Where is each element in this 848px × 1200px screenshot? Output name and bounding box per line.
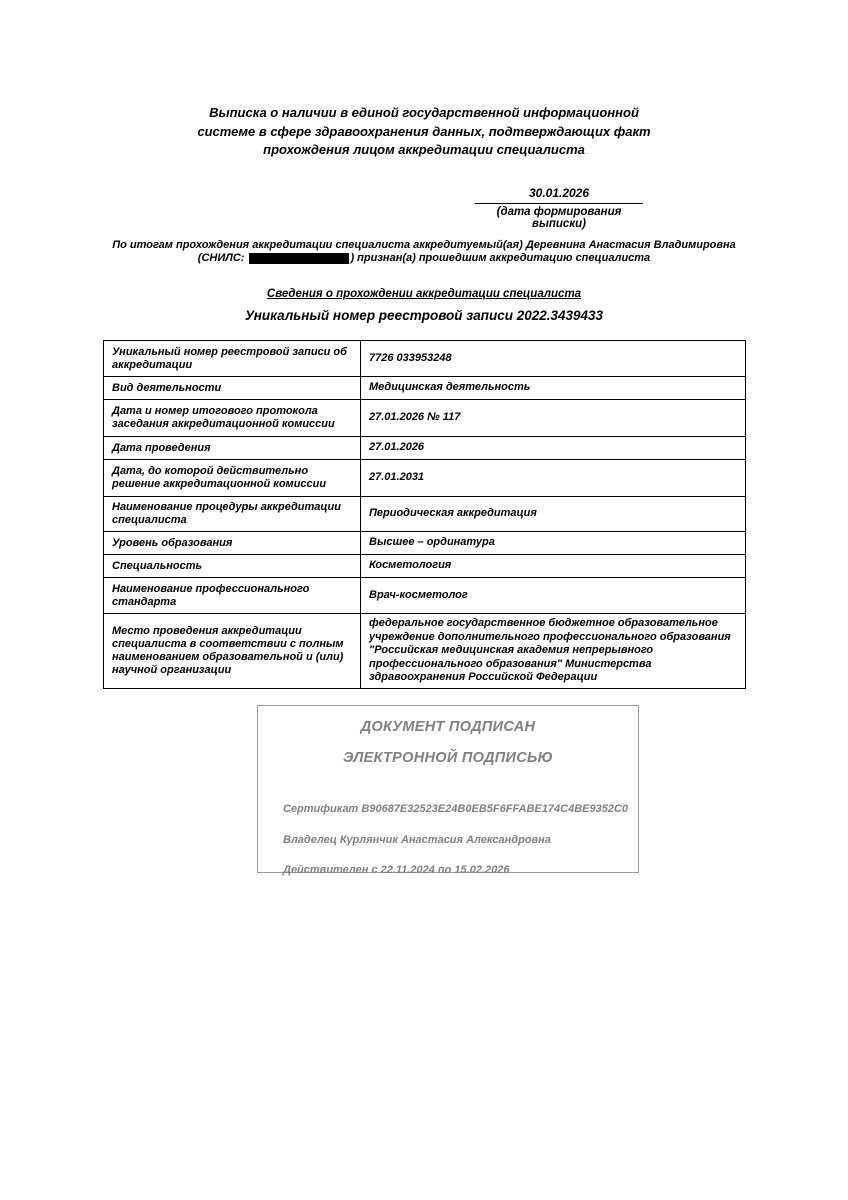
document-title-line-2: системе в сфере здравоохранения данных, подтверждающих факт	[197, 123, 651, 139]
signature-title-line-2: ЭЛЕКТРОННОЙ ПОДПИСЬЮ	[343, 750, 553, 766]
row-label: Специальность	[104, 555, 361, 578]
row-label: Наименование профессионального стандарта	[104, 578, 361, 614]
document-title-line-1: Выписка о наличии в единой государственной информационной	[209, 105, 639, 120]
extract-date: 30.01.2026	[475, 186, 643, 204]
row-label: Дата проведения	[104, 437, 361, 460]
table-row	[104, 341, 746, 377]
accreditation-table	[103, 340, 746, 689]
row-value: Высшее – ординатура	[361, 532, 746, 555]
registry-number-line: Уникальный номер реестровой записи 2022.3439433	[244, 308, 604, 323]
table-row	[104, 532, 746, 555]
signature-validity: Действителен с 22.11.2024 по 15.02.2026	[283, 864, 510, 876]
snils-prefix: (СНИЛС:	[197, 252, 245, 264]
table-row	[104, 377, 746, 400]
table-row	[104, 400, 746, 437]
signature-certificate: Сертификат B90687E32523E24B0EB5F6FFABE174C4BE9352C0	[283, 803, 629, 815]
intro-paragraph	[0, 239, 848, 265]
row-value: Медицинская деятельность	[361, 377, 746, 400]
table-row	[104, 555, 746, 578]
signature-stamp	[257, 705, 639, 876]
row-label: Вид деятельности	[104, 377, 361, 400]
row-label: Место проведения аккредитации специалиста в соответствии с полным наименованием образовательной и (или) научной организации	[104, 614, 361, 689]
snils-redaction-box	[249, 253, 349, 264]
row-value: Косметология	[361, 555, 746, 578]
row-label: Дата, до которой действительно решение аккредитационной комиссии	[104, 460, 361, 497]
table-row	[104, 460, 746, 497]
intro-line-2-suffix: ) признан(а) прошедшим аккредитацию специалиста	[350, 252, 651, 264]
table-row	[104, 437, 746, 460]
document-title	[0, 104, 848, 160]
row-label: Уровень образования	[104, 532, 361, 555]
intro-line-2	[0, 252, 848, 265]
row-label: Уникальный номер реестровой записи об аккредитации	[104, 341, 361, 377]
row-label: Дата и номер итогового протокола заседания аккредитационной комиссии	[104, 400, 361, 437]
section-heading: Сведения о прохождении аккредитации специалиста	[266, 288, 582, 300]
row-value: 7726 033953248	[361, 341, 746, 377]
row-value: федеральное государственное бюджетное образовательное учреждение дополнительного профессионального образования "Российская медицинская академия непрерывного профессионального образования" Министерства здравоохранения Российской Федерации	[361, 614, 746, 689]
extract-date-caption: (дата формирования выписки)	[496, 206, 622, 230]
document-title-line-3: прохождения лицом аккредитации специалиста	[263, 142, 585, 157]
row-value: Врач-косметолог	[361, 578, 746, 614]
signature-owner: Владелец Курлянчик Анастасия Александровна	[283, 834, 551, 846]
table-row	[104, 497, 746, 532]
intro-line-1: По итогам прохождения аккредитации специалиста аккредитуемый(ая) Деревнина Анастасия Владимировна	[112, 239, 736, 251]
row-label: Наименование процедуры аккредитации специалиста	[104, 497, 361, 532]
row-value: Периодическая аккредитация	[361, 497, 746, 532]
extract-date-block	[475, 186, 643, 230]
table-row	[104, 578, 746, 614]
row-value: 27.01.2031	[361, 460, 746, 497]
signature-title-line-1: ДОКУМЕНТ ПОДПИСАН	[360, 719, 536, 735]
row-value: 27.01.2026 № 117	[361, 400, 746, 437]
table-row	[104, 614, 746, 689]
row-value: 27.01.2026	[361, 437, 746, 460]
